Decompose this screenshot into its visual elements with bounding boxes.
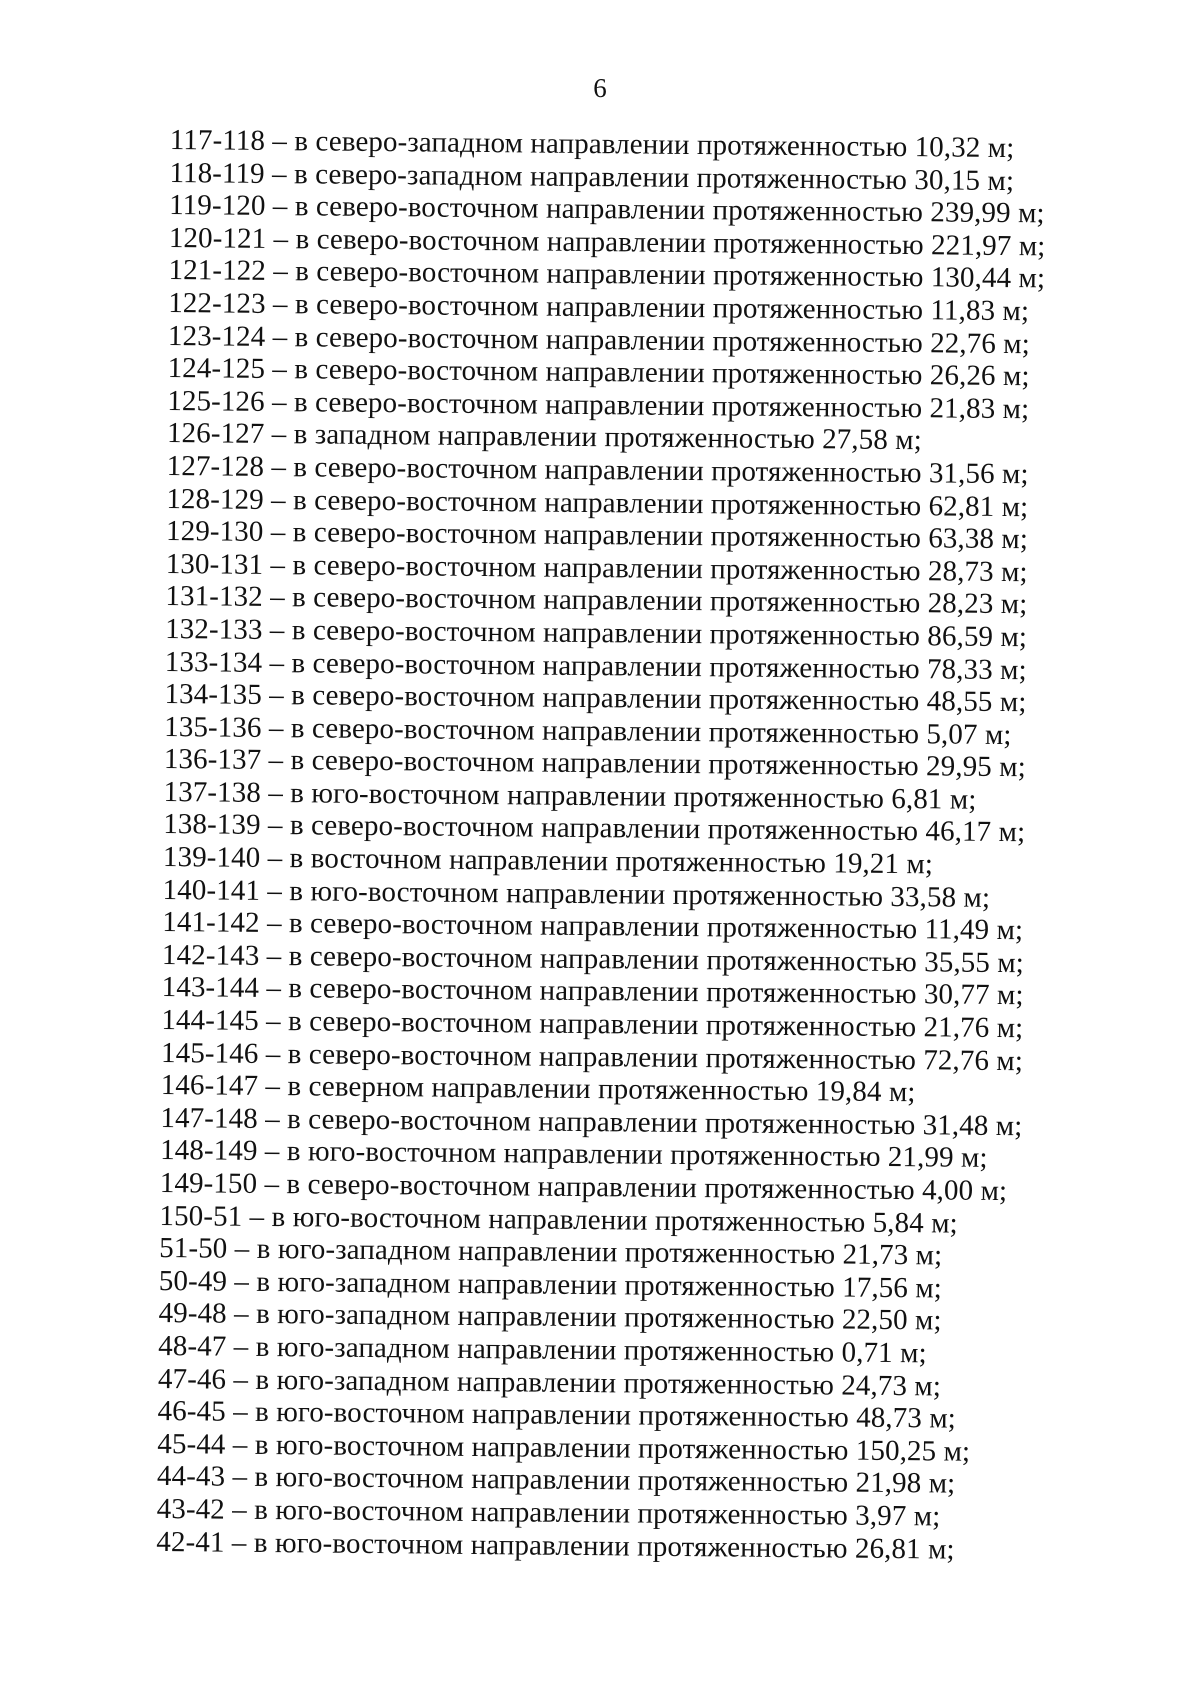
- boundary-segment-line: 122-123 – в северо-восточном направлении протяженностью 11,83 м;: [168, 286, 1030, 328]
- boundary-segment-line: 140-141 – в юго-восточном направлении протяженностью 33,58 м;: [162, 873, 991, 914]
- boundary-segment-line: 141-142 – в северо-восточном направлении протяженностью 11,49 м;: [162, 906, 1024, 947]
- boundary-segment-line: 127-128 – в северо-восточном направлении протяженностью 31,56 м;: [166, 449, 1029, 491]
- boundary-segment-line: 144-145 – в северо-восточном направлении протяженностью 21,76 м;: [161, 1003, 1024, 1045]
- page-number: 6: [593, 73, 607, 103]
- boundary-segment-line: 43-42 – в юго-восточном направлении протяженностью 3,97 м;: [156, 1492, 941, 1533]
- boundary-segment-line: 145-146 – в северо-восточном направлении протяженностью 72,76 м;: [160, 1036, 1024, 1077]
- boundary-segment-line: 133-134 – в северо-восточном направлении протяженностью 78,33 м;: [164, 645, 1027, 686]
- boundary-segment-line: 132-133 – в северо-восточном направлении протяженностью 86,59 м;: [164, 612, 1028, 654]
- boundary-segment-line: 117-118 – в северо-западном направлении протяженностью 10,32 м;: [169, 124, 1015, 165]
- boundary-segment-line: 149-150 – в северо-восточном направлении протяженностью 4,00 м;: [159, 1166, 1008, 1208]
- boundary-segment-line: 121-122 – в северо-восточном направлении протяженностью 130,44 м;: [168, 254, 1046, 295]
- boundary-segment-line: 47-46 – в юго-западном направлении протяженностью 24,73 м;: [157, 1362, 942, 1403]
- boundary-segment-line: 130-131 – в северо-восточном направлении протяженностью 28,73 м;: [165, 547, 1028, 588]
- boundary-segment-line: 139-140 – в восточном направлении протяженностью 19,21 м;: [162, 841, 934, 881]
- boundary-segment-line: 125-126 – в северо-восточном направлении протяженностью 21,83 м;: [167, 384, 1030, 426]
- boundary-segment-line: 42-41 – в юго-восточном направлении протяженностью 26,81 м;: [156, 1525, 955, 1566]
- boundary-segment-line: 50-49 – в юго-западном направлении протяженностью 17,56 м;: [158, 1264, 943, 1305]
- boundary-segment-line: 124-125 – в северо-восточном направлении протяженностью 26,26 м;: [167, 352, 1030, 393]
- boundary-segment-line: 49-48 – в юго-западном направлении протяженностью 22,50 м;: [158, 1297, 942, 1337]
- boundary-segment-line: 147-148 – в северо-восточном направлении протяженностью 31,48 м;: [160, 1101, 1023, 1143]
- boundary-segment-line: 143-144 – в северо-восточном направлении протяженностью 30,77 м;: [161, 971, 1024, 1012]
- boundary-segment-line: 120-121 – в северо-восточном направлении протяженностью 221,97 м;: [168, 221, 1046, 263]
- boundary-segment-line: 135-136 – в северо-восточном направлении протяженностью 5,07 м;: [164, 710, 1012, 751]
- boundary-segment-line: 45-44 – в юго-восточном направлении протяженностью 150,25 м;: [157, 1427, 971, 1468]
- boundary-segment-line: 128-129 – в северо-восточном направлении протяженностью 62,81 м;: [166, 482, 1029, 523]
- boundary-segment-line: 46-45 – в юго-восточном направлении протяженностью 48,73 м;: [157, 1395, 957, 1435]
- boundary-segment-line: 136-137 – в северо-восточном направлении протяженностью 29,95 м;: [163, 743, 1026, 784]
- boundary-segment-line: 48-47 – в юго-западном направлении протяженностью 0,71 м;: [158, 1329, 927, 1370]
- boundary-segment-line: 148-149 – в юго-восточном направлении протяженностью 21,99 м;: [159, 1134, 988, 1175]
- boundary-segment-line: 118-119 – в северо-западном направлении протяженностью 30,15 м;: [169, 156, 1015, 197]
- boundary-segment-line: 142-143 – в северо-восточном направлении протяженностью 35,55 м;: [161, 938, 1025, 980]
- boundary-segment-line: 129-130 – в северо-восточном направлении протяженностью 63,38 м;: [165, 515, 1029, 556]
- boundary-segment-line: 137-138 – в юго-восточном направлении протяженностью 6,81 м;: [163, 775, 977, 816]
- boundary-segment-list: [156, 124, 1046, 1566]
- boundary-segment-line: 134-135 – в северо-восточном направлении протяженностью 48,55 м;: [164, 678, 1027, 719]
- boundary-segment-line: 51-50 – в юго-западном направлении протяженностью 21,73 м;: [159, 1232, 943, 1272]
- boundary-segment-line: 44-43 – в юго-восточном направлении протяженностью 21,98 м;: [156, 1460, 956, 1500]
- boundary-segment-line: 126-127 – в западном направлении протяженностью 27,58 м;: [166, 417, 923, 457]
- boundary-segment-line: 131-132 – в северо-восточном направлении протяженностью 28,23 м;: [165, 580, 1028, 621]
- boundary-segment-line: 119-120 – в северо-восточном направлении протяженностью 239,99 м;: [169, 189, 1045, 230]
- boundary-segment-line: 146-147 – в северном направлении протяженностью 19,84 м;: [160, 1069, 916, 1109]
- boundary-segment-line: 138-139 – в северо-восточном направлении протяженностью 46,17 м;: [163, 808, 1026, 849]
- boundary-segment-line: 150-51 – в юго-восточном направлении протяженностью 5,84 м;: [159, 1199, 958, 1240]
- boundary-segment-line: 123-124 – в северо-восточном направлении протяженностью 22,76 м;: [167, 319, 1031, 360]
